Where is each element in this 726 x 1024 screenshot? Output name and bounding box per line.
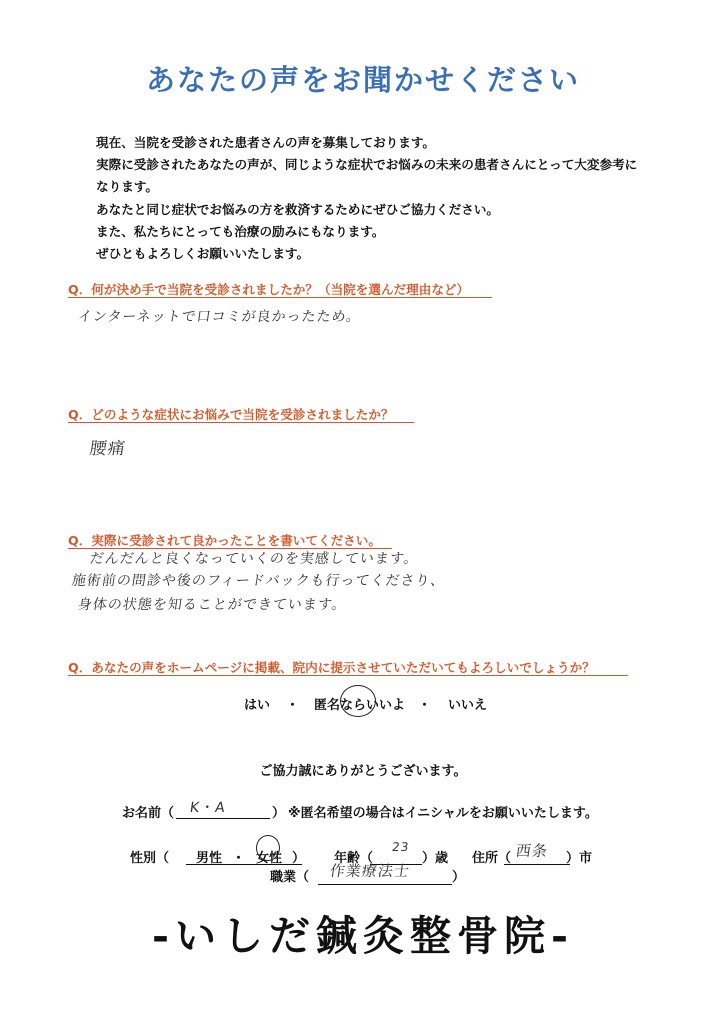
intro-line: 現在、当院を受診された患者さんの声を募集しております。 (96, 135, 436, 150)
address-value[interactable]: 西条 (514, 842, 550, 860)
consent-separator: ・ (286, 698, 300, 713)
intro-text (96, 132, 696, 265)
intro-line: また、私たちにとっても治療の励みにもなります。 (96, 223, 385, 239)
answer-symptom: 腰痛 (88, 439, 128, 459)
clinic-name: -いしだ鍼灸整骨院- (151, 912, 575, 960)
address-close: ）市 (566, 851, 593, 866)
selection-circle (340, 685, 376, 717)
question-underline (68, 297, 492, 298)
answer-good-points: 身体の状態を知ることができています。 (76, 597, 348, 613)
intro-line: なります。 (96, 179, 158, 195)
question-consent: Q．あなたの声をホームページに掲載、院内に提示させていただいてもよろしいでしょうか？ (68, 660, 595, 675)
consent-yes[interactable]: はい (244, 698, 271, 713)
name-underline (176, 818, 270, 819)
job-label: 職業（ (270, 870, 310, 885)
name-close: ） (272, 806, 286, 821)
gender-label: 性別（ (130, 851, 170, 866)
job-underline (318, 884, 452, 885)
gender-female[interactable]: 女性 (256, 851, 283, 866)
question-underline (68, 675, 628, 676)
age-close: ）歳 (422, 851, 449, 866)
gender-separator: ・ (232, 851, 246, 866)
question-underline (68, 422, 414, 423)
question-reason: Q．何が決め手で当院を受診されましたか？（当院を選んだ理由など） (68, 282, 470, 297)
job-value[interactable]: 作業療法士 (328, 862, 412, 880)
page-title: あなたの声をお聞かせください (145, 63, 580, 97)
intro-line: ぜひともよろしくお願いいたします。 (96, 246, 310, 262)
answer-good-points: だんだんと良くなっていくのを実感しています。 (88, 551, 420, 567)
age-label: 年齢（ (334, 851, 374, 866)
question-symptom: Q．どのような症状にお悩みで当院を受診されましたか？ (68, 407, 394, 422)
gender-underline (186, 864, 302, 865)
intro-line: 実際に受診されたあなたの声が、同じような症状でお悩みの未来の患者さんにとって大変参考に (96, 157, 638, 173)
consent-no[interactable]: いいえ (448, 698, 488, 713)
name-value[interactable]: K・A (188, 800, 227, 816)
selection-circle (256, 835, 280, 861)
consent-separator: ・ (418, 698, 432, 713)
address-underline (504, 864, 570, 865)
question-good-points: Q．実際に受診されて良かったことを書いてください。 (68, 533, 381, 548)
answer-good-points: 施術前の問診や後のフィードバックも行ってくださり、 (70, 573, 447, 589)
address-label: 住所（ (472, 851, 512, 866)
answer-reason: インターネットで口コミが良かったため。 (76, 309, 363, 325)
name-label: お名前（ (122, 806, 175, 821)
gender-close: ） (292, 851, 306, 866)
intro-line: あなたと同じ症状でお悩みの方を救済するためにぜひご協力ください。 (96, 201, 499, 217)
job-close: ） (452, 870, 466, 885)
thanks-message: ご協力誠にありがとうございます。 (259, 764, 467, 779)
gender-male[interactable]: 男性 (196, 851, 223, 866)
age-value[interactable]: 23 (391, 840, 411, 854)
consent-anonymous[interactable]: 匿名ならいいよ (314, 698, 406, 713)
name-note: ※匿名希望の場合はイニシャルをお願いいたします。 (288, 806, 598, 821)
